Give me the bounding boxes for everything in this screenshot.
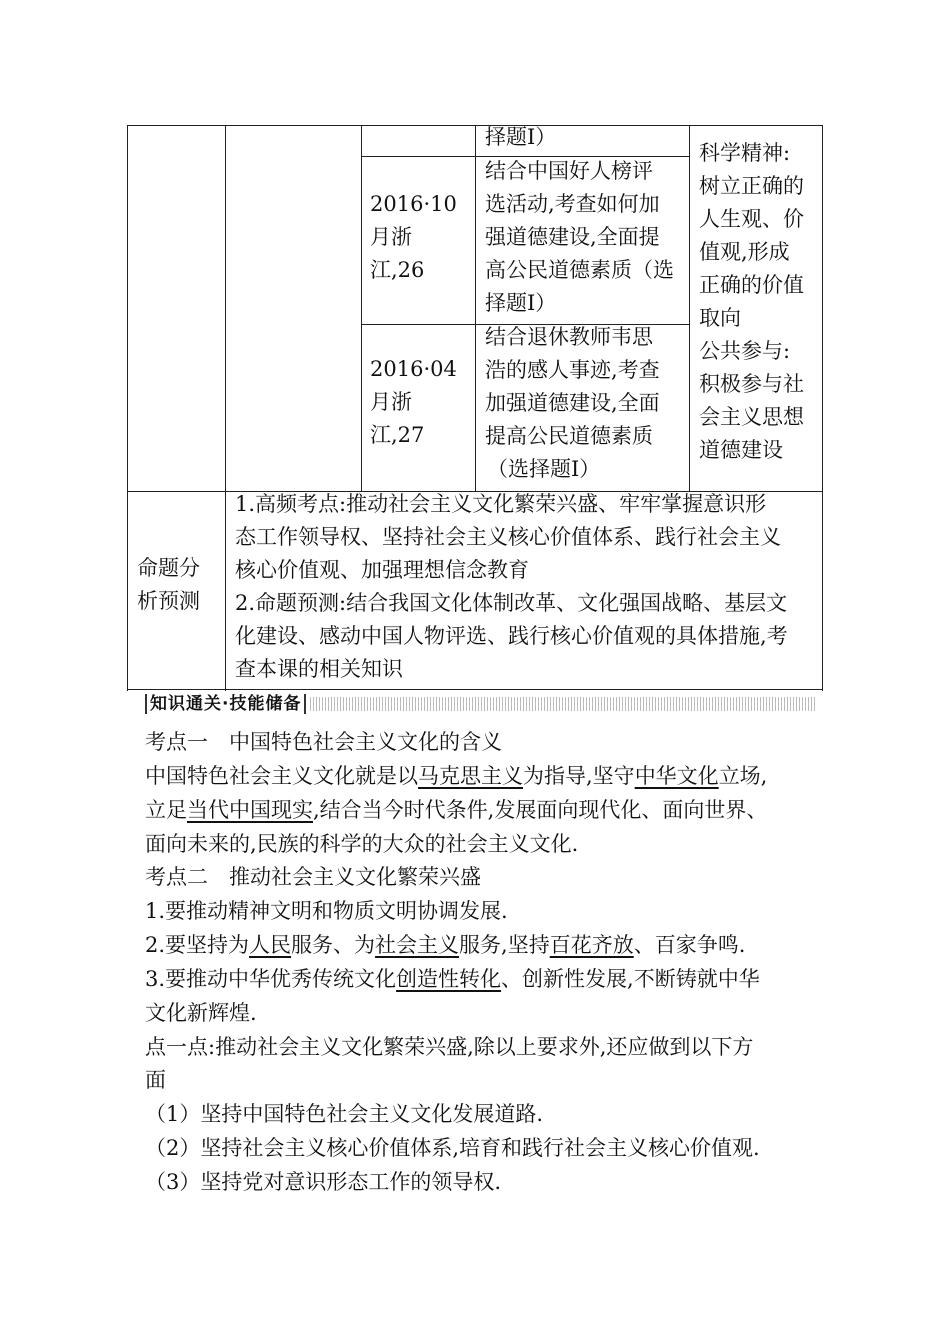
keyword-underlined: 百花齐放 <box>549 933 634 957</box>
exam-desc-cell-2 <box>485 321 660 486</box>
core-literacy-cell <box>699 137 804 467</box>
exam-desc-line: 结合中国好人榜评 <box>485 159 653 183</box>
exam-desc-line: 择题Ⅰ） <box>485 291 557 315</box>
exam-date-cell-2 <box>370 353 457 452</box>
exam-date-cell-1 <box>370 188 457 287</box>
literacy-line: 会主义思想 <box>699 405 804 429</box>
keyword-underlined: 社会主义 <box>375 933 460 957</box>
exam-desc-line: 加强道德建设,全面 <box>485 391 660 415</box>
point1-paragraph-line3: 面向未来的,民族的科学的大众的社会主义文化. <box>145 832 579 856</box>
literacy-line: 取向 <box>699 306 741 330</box>
literacy-line: 公共参与: <box>699 339 791 363</box>
literacy-line: 道德建设 <box>699 438 783 462</box>
point1-paragraph-line1: 中国特色社会主义文化就是以马克思主义为指导,坚守中华文化立场, <box>145 764 768 788</box>
exam-desc-cell-1 <box>485 155 674 320</box>
section-banner-title: 知识通关·技能储备 <box>145 694 306 714</box>
exam-desc-line: 提高公民道德素质 <box>485 424 653 448</box>
tip-sub1: （1）坚持中国特色社会主义文化发展道路. <box>145 1102 544 1126</box>
keyword-underlined: 马克思主义 <box>418 764 523 788</box>
exam-date-line: 江,27 <box>370 423 425 447</box>
exam-desc-line: 高公民道德素质（选 <box>485 258 674 282</box>
analysis-line: 核心价值观、加强理想信念教育 <box>235 558 529 582</box>
exam-desc-cell-0 <box>485 121 556 154</box>
tip-sub3: （3）坚持党对意识形态工作的领导权. <box>145 1170 502 1194</box>
exam-desc-line: 浩的感人事迹,考查 <box>485 358 660 382</box>
section-banner <box>145 694 817 714</box>
exam-desc-line: 结合退休教师韦思 <box>485 325 653 349</box>
keyword-underlined: 人民 <box>249 933 292 957</box>
point2-item1: 1.要推动精神文明和物质文明协调发展. <box>145 899 508 923</box>
section-banner-stripe <box>310 697 817 711</box>
analysis-line: 化建设、感动中国人物评选、践行核心价值观的具体措施,考 <box>235 624 788 648</box>
keyword-underlined: 创造性转化 <box>396 967 502 991</box>
exam-desc-line: 择题Ⅰ） <box>485 125 557 149</box>
analysis-line: 1.高频考点:推动社会主义文化繁荣兴盛、牢牢掌握意识形 <box>235 492 767 516</box>
exam-date-line: 江,26 <box>370 258 425 282</box>
exam-date-line: 2016·04 <box>370 357 457 381</box>
analysis-line: 查本课的相关知识 <box>235 657 403 681</box>
point2-title: 考点二 推动社会主义文化繁荣兴盛 <box>145 865 481 889</box>
exam-desc-line: 选活动,考查如何加 <box>485 192 660 216</box>
tip-sub2: （2）坚持社会主义核心价值体系,培育和践行社会主义核心价值观. <box>145 1136 760 1160</box>
point1-paragraph-line2: 立足当代中国现实,结合当今时代条件,发展面向现代化、面向世界、 <box>145 798 768 822</box>
keyword-underlined: 当代中国现实 <box>187 798 313 822</box>
analysis-label-cell <box>137 552 200 618</box>
keyword-underlined: 中华文化 <box>634 764 719 788</box>
exam-date-line: 2016·10 <box>370 192 457 216</box>
literacy-line: 积极参与社 <box>699 372 804 396</box>
analysis-label-line: 析预测 <box>137 589 200 613</box>
analysis-label-line: 命题分 <box>137 556 200 580</box>
analysis-text-cell <box>235 488 788 686</box>
literacy-line: 树立正确的 <box>699 174 804 198</box>
exam-desc-line: 强道德建设,全面提 <box>485 225 660 249</box>
tip-line1: 点一点:推动社会主义文化繁荣兴盛,除以上要求外,还应做到以下方 <box>145 1035 754 1059</box>
literacy-line: 科学精神: <box>699 141 791 165</box>
analysis-line: 2.命题预测:结合我国文化体制改革、文化强国战略、基层文 <box>235 591 788 615</box>
analysis-line: 态工作领导权、坚持社会主义核心价值体系、践行社会主义 <box>235 525 781 549</box>
point2-item2: 2.要坚持为人民服务、为社会主义服务,坚持百花齐放、百家争鸣. <box>145 933 746 957</box>
point2-item3-line2: 文化新辉煌. <box>145 1001 257 1025</box>
exam-date-line: 月浙 <box>370 225 412 249</box>
exam-desc-line: （选择题Ⅰ） <box>487 457 601 481</box>
point2-item3-line1: 3.要推动中华优秀传统文化创造性转化、创新性发展,不断铸就中华 <box>145 967 760 991</box>
literacy-line: 值观,形成 <box>699 240 790 264</box>
tip-line2: 面 <box>145 1068 166 1092</box>
literacy-line: 人生观、价 <box>699 207 804 231</box>
exam-date-line: 月浙 <box>370 390 412 414</box>
point1-title: 考点一 中国特色社会主义文化的含义 <box>145 730 502 754</box>
literacy-line: 正确的价值 <box>699 273 804 297</box>
